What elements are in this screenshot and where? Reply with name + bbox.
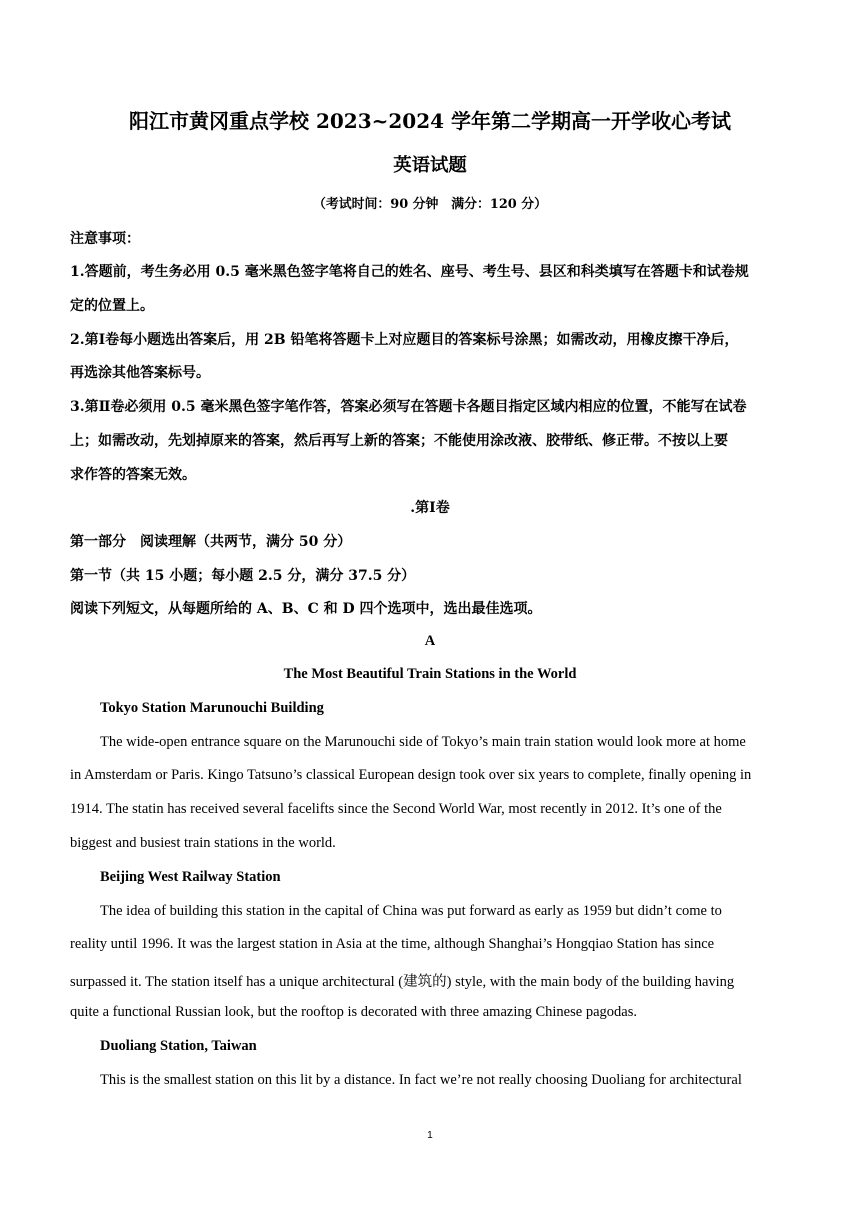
notice-line: 再选涂其他答案标号。	[70, 365, 210, 381]
paragraph-line: surpassed it. The station itself has a unique architectural (建筑的) style, with the main body of the building having	[70, 974, 735, 990]
paragraph-line: The wide-open entrance square on the Marunouchi side of Tokyo’s main train station would look more at home	[100, 734, 746, 750]
page-number: 1	[427, 1130, 433, 1141]
exam-title: 阳江市黄冈重点学校 2023~2024 学年第二学期高一开学收心考试	[128, 109, 731, 133]
volume-heading: .第Ⅰ卷	[410, 500, 450, 516]
paragraph-line: quite a functional Russian look, but the rooftop is decorated with three amazing Chinese pagodas.	[70, 1004, 637, 1020]
notice-heading: 注意事项：	[70, 231, 140, 247]
notice-line: 上；如需改动，先划掉原来的答案，然后再写上新的答案；不能使用涂改液、胶带纸、修正带。不按以上要	[70, 433, 728, 449]
passage-letter: A	[424, 633, 436, 649]
exam-info: （考试时间：90 分钟 满分：120 分）	[312, 197, 547, 212]
paragraph-line: in Amsterdam or Paris. Kingo Tatsuno’s classical European design took over six years to complete, finally opening in	[70, 767, 752, 783]
paragraph-line: reality until 1996. It was the largest station in Asia at the time, although Shanghai’s Hongqiao Station has since	[70, 936, 715, 952]
notice-line: 定的位置上。	[70, 298, 154, 314]
paragraph-line: 1914. The statin has received several facelifts since the Second World War, most recently in 2012. It’s one of the	[70, 801, 722, 817]
instruction-text: 阅读下列短文，从每题所给的 A、B、C 和 D 四个选项中，选出最佳选项。	[70, 601, 542, 617]
station-heading-beijing: Beijing West Railway Station	[100, 869, 281, 885]
notice-line: 3.第Ⅱ卷必须用 0.5 毫米黑色签字笔作答，答案必须写在答题卡各题目指定区域内相应的位置，不能写在试卷	[70, 399, 747, 415]
notice-line: 求作答的答案无效。	[70, 467, 196, 483]
station-heading-duoliang: Duoliang Station, Taiwan	[100, 1038, 257, 1054]
exam-subtitle: 英语试题	[393, 155, 467, 176]
paragraph-line: The idea of building this station in the capital of China was put forward as early as 1959 but didn’t come to	[100, 903, 722, 919]
part-heading: 第一部分 阅读理解（共两节，满分 50 分）	[70, 534, 352, 550]
notice-line: 2.第Ⅰ卷每小题选出答案后，用 2B 铅笔将答题卡上对应题目的答案标号涂黑；如需改动，用橡皮擦干净后，	[70, 332, 739, 348]
paragraph-line: This is the smallest station on this lit by a distance. In fact we’re not really choosing Duoliang for architectural	[100, 1072, 742, 1088]
station-heading-tokyo: Tokyo Station Marunouchi Building	[100, 700, 324, 716]
subsection-heading: 第一节（共 15 小题；每小题 2.5 分，满分 37.5 分）	[70, 568, 416, 584]
notice-line: 1.答题前，考生务必用 0.5 毫米黑色签字笔将自己的姓名、座号、考生号、县区和科类填写在答题卡和试卷规	[70, 264, 749, 280]
paragraph-line: biggest and busiest train stations in the world.	[70, 835, 336, 851]
passage-title: The Most Beautiful Train Stations in the World	[283, 666, 577, 682]
